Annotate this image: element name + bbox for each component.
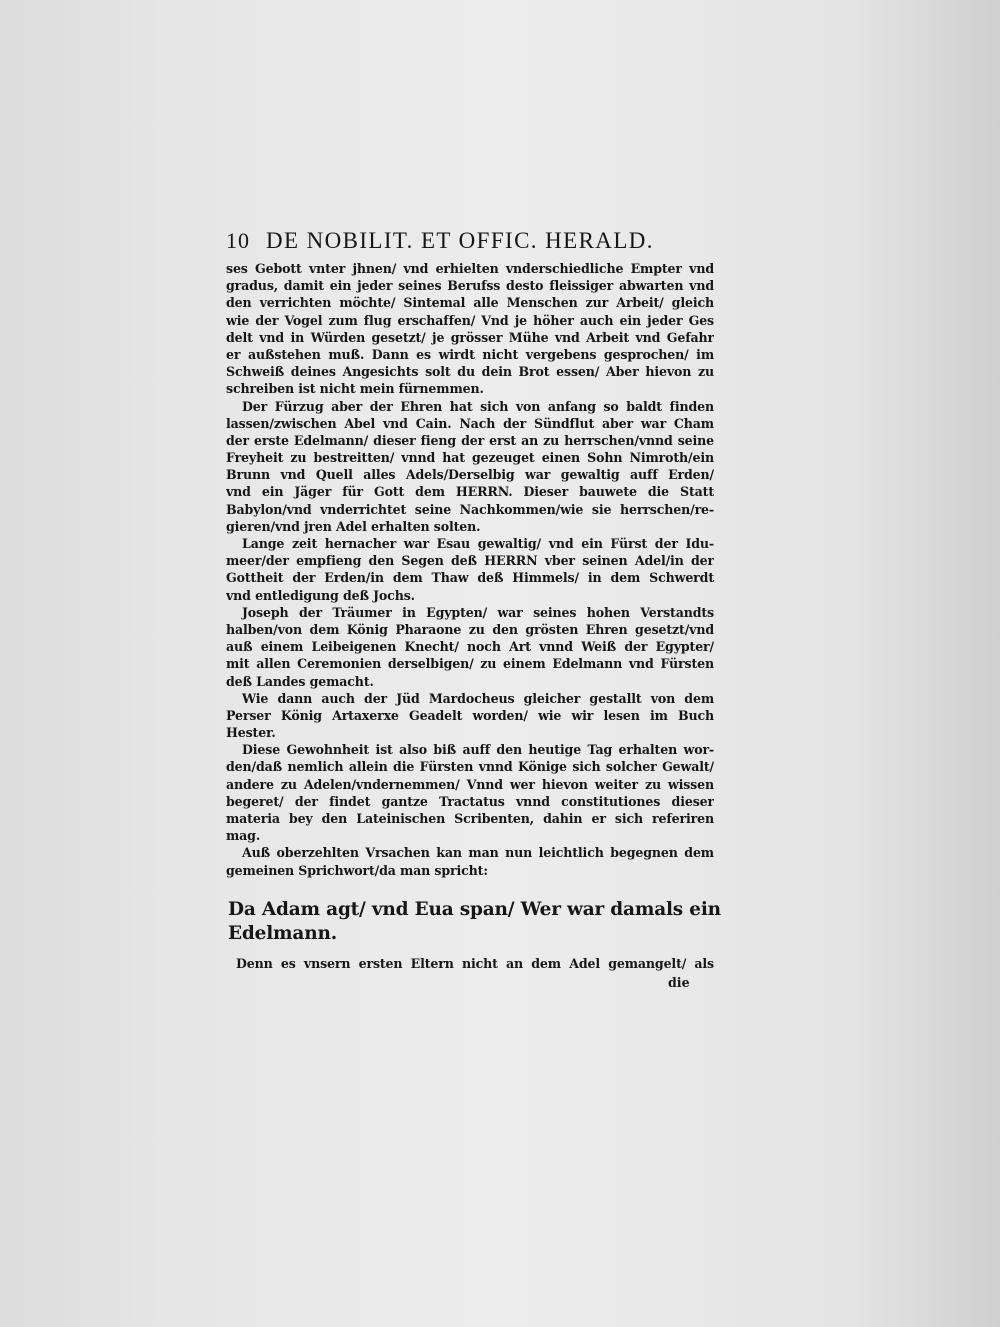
text-line: gemeinen Sprichwort/da man spricht: bbox=[226, 862, 488, 878]
text-line: Freyheit zu bestreitten/ vnnd hat gezeuget einen Sohn Nimroth/ein bbox=[226, 450, 714, 466]
text-line: Perser König Artaxerxe Geadelt worden/ wie wir lesen im Buch bbox=[226, 707, 714, 723]
text-line: ses Gebott vnter jhnen/ vnd erhielten vnderschiedliche Empter vnd bbox=[226, 261, 714, 276]
proverb-line: Edelmann. bbox=[228, 923, 337, 944]
text-line: deß Landes gemacht. bbox=[226, 673, 374, 689]
text-line: gieren/vnd jren Adel erhalten solten. bbox=[226, 518, 481, 534]
text-line: Diese Gewohnheit ist also biß auff den heutige Tag erhalten wor- bbox=[242, 742, 714, 758]
text-line: er außstehen muß. Dann es wirdt nicht vergebens gesprochen/ im bbox=[226, 346, 714, 362]
text-line: vnd ein Jäger für Gott dem HERRN. Dieser bauwete die Statt bbox=[226, 484, 714, 500]
text-line: andere zu Adelen/vndernemmen/ Vnnd wer hievon weiter zu wissen bbox=[226, 776, 714, 792]
catchword: die bbox=[668, 975, 690, 990]
running-title: DE NOBILIT. ET OFFIC. HERALD. bbox=[266, 228, 654, 253]
text-line: der erste Edelmann/ dieser fieng der erst an zu herrschen/vnnd seine bbox=[226, 432, 714, 448]
text-line: Lange zeit hernacher war Esau gewaltig/ vnd ein Fürst der Idu- bbox=[242, 536, 714, 551]
text-line: den verrichten möchte/ Sintemal alle Menschen zur Arbeit/ gleich bbox=[226, 295, 714, 311]
text-line: vnd entledigung deß Jochs. bbox=[226, 587, 415, 603]
main-text-block bbox=[226, 260, 714, 879]
page-header bbox=[226, 228, 726, 254]
text-line: schreiben ist nicht mein fürnemmen. bbox=[226, 381, 484, 397]
text-line: wie der Vogel zum flug erschaffen/ Vnd je höher auch ein jeder Ges bbox=[226, 312, 714, 328]
closing-line: Denn es vnsern ersten Eltern nicht an dem Adel gemangelt/ als bbox=[236, 956, 714, 971]
text-line: Hester. bbox=[226, 725, 276, 741]
text-line: mit allen Ceremonien derselbigen/ zu einem Edelmann vnd Fürsten bbox=[226, 656, 714, 672]
text-line: Joseph der Träumer in Egypten/ war seines hohen Verstandts bbox=[242, 604, 714, 620]
text-line: Brunn vnd Quell alles Adels/Derselbig war gewaltig auff Erden/ bbox=[226, 467, 714, 483]
proverb-block bbox=[228, 898, 721, 946]
text-line: Babylon/vnd vnderrichtet seine Nachkommen/wie sie herrschen/re- bbox=[226, 501, 714, 517]
closing-text-block bbox=[236, 955, 714, 972]
text-line: meer/der empfieng den Segen deß HERRN vber seinen Adel/in der bbox=[226, 553, 714, 569]
proverb-line: Da Adam agt/ vnd Eua span/ Wer war damals ein bbox=[228, 899, 721, 920]
text-line: materia bey den Lateinischen Scribenten, dahin er sich referiren bbox=[226, 811, 714, 826]
text-line: Wie dann auch der Jüd Mardocheus gleicher gestallt von dem bbox=[242, 690, 714, 706]
text-line: den/daß nemlich allein die Fürsten vnnd Könige sich solcher Gewalt/ bbox=[226, 759, 714, 775]
text-line: auß einem Leibeigenen Knecht/ noch Art vnnd Weiß der Egypter/ bbox=[226, 639, 714, 655]
page-number: 10 bbox=[226, 228, 250, 253]
text-line: halben/von dem König Pharaone zu den grösten Ehren gesetzt/vnd bbox=[226, 621, 714, 637]
text-line: Gottheit der Erden/in dem Thaw deß Himmels/ in dem Schwerdt bbox=[226, 570, 714, 586]
text-line: begeret/ der findet gantze Tractatus vnnd constitutiones dieser bbox=[226, 793, 714, 809]
text-line: Schweiß deines Angesichts solt du dein Brot essen/ Aber hievon zu bbox=[226, 364, 714, 380]
text-line: Der Fürzug aber der Ehren hat sich von anfang so baldt finden bbox=[242, 398, 714, 414]
text-line: lassen/zwischen Abel vnd Cain. Nach der Sündflut aber war Cham bbox=[226, 415, 714, 431]
text-line: Auß oberzehlten Vrsachen kan man nun leichtlich begegnen dem bbox=[242, 845, 714, 861]
text-line: mag. bbox=[226, 828, 261, 844]
text-line: gradus, damit ein jeder seines Berufss desto fleissiger abwarten vnd bbox=[226, 278, 714, 294]
text-line: delt vnd in Würden gesetzt/ je grösser Mühe vnd Arbeit vnd Gefahr bbox=[226, 329, 714, 345]
